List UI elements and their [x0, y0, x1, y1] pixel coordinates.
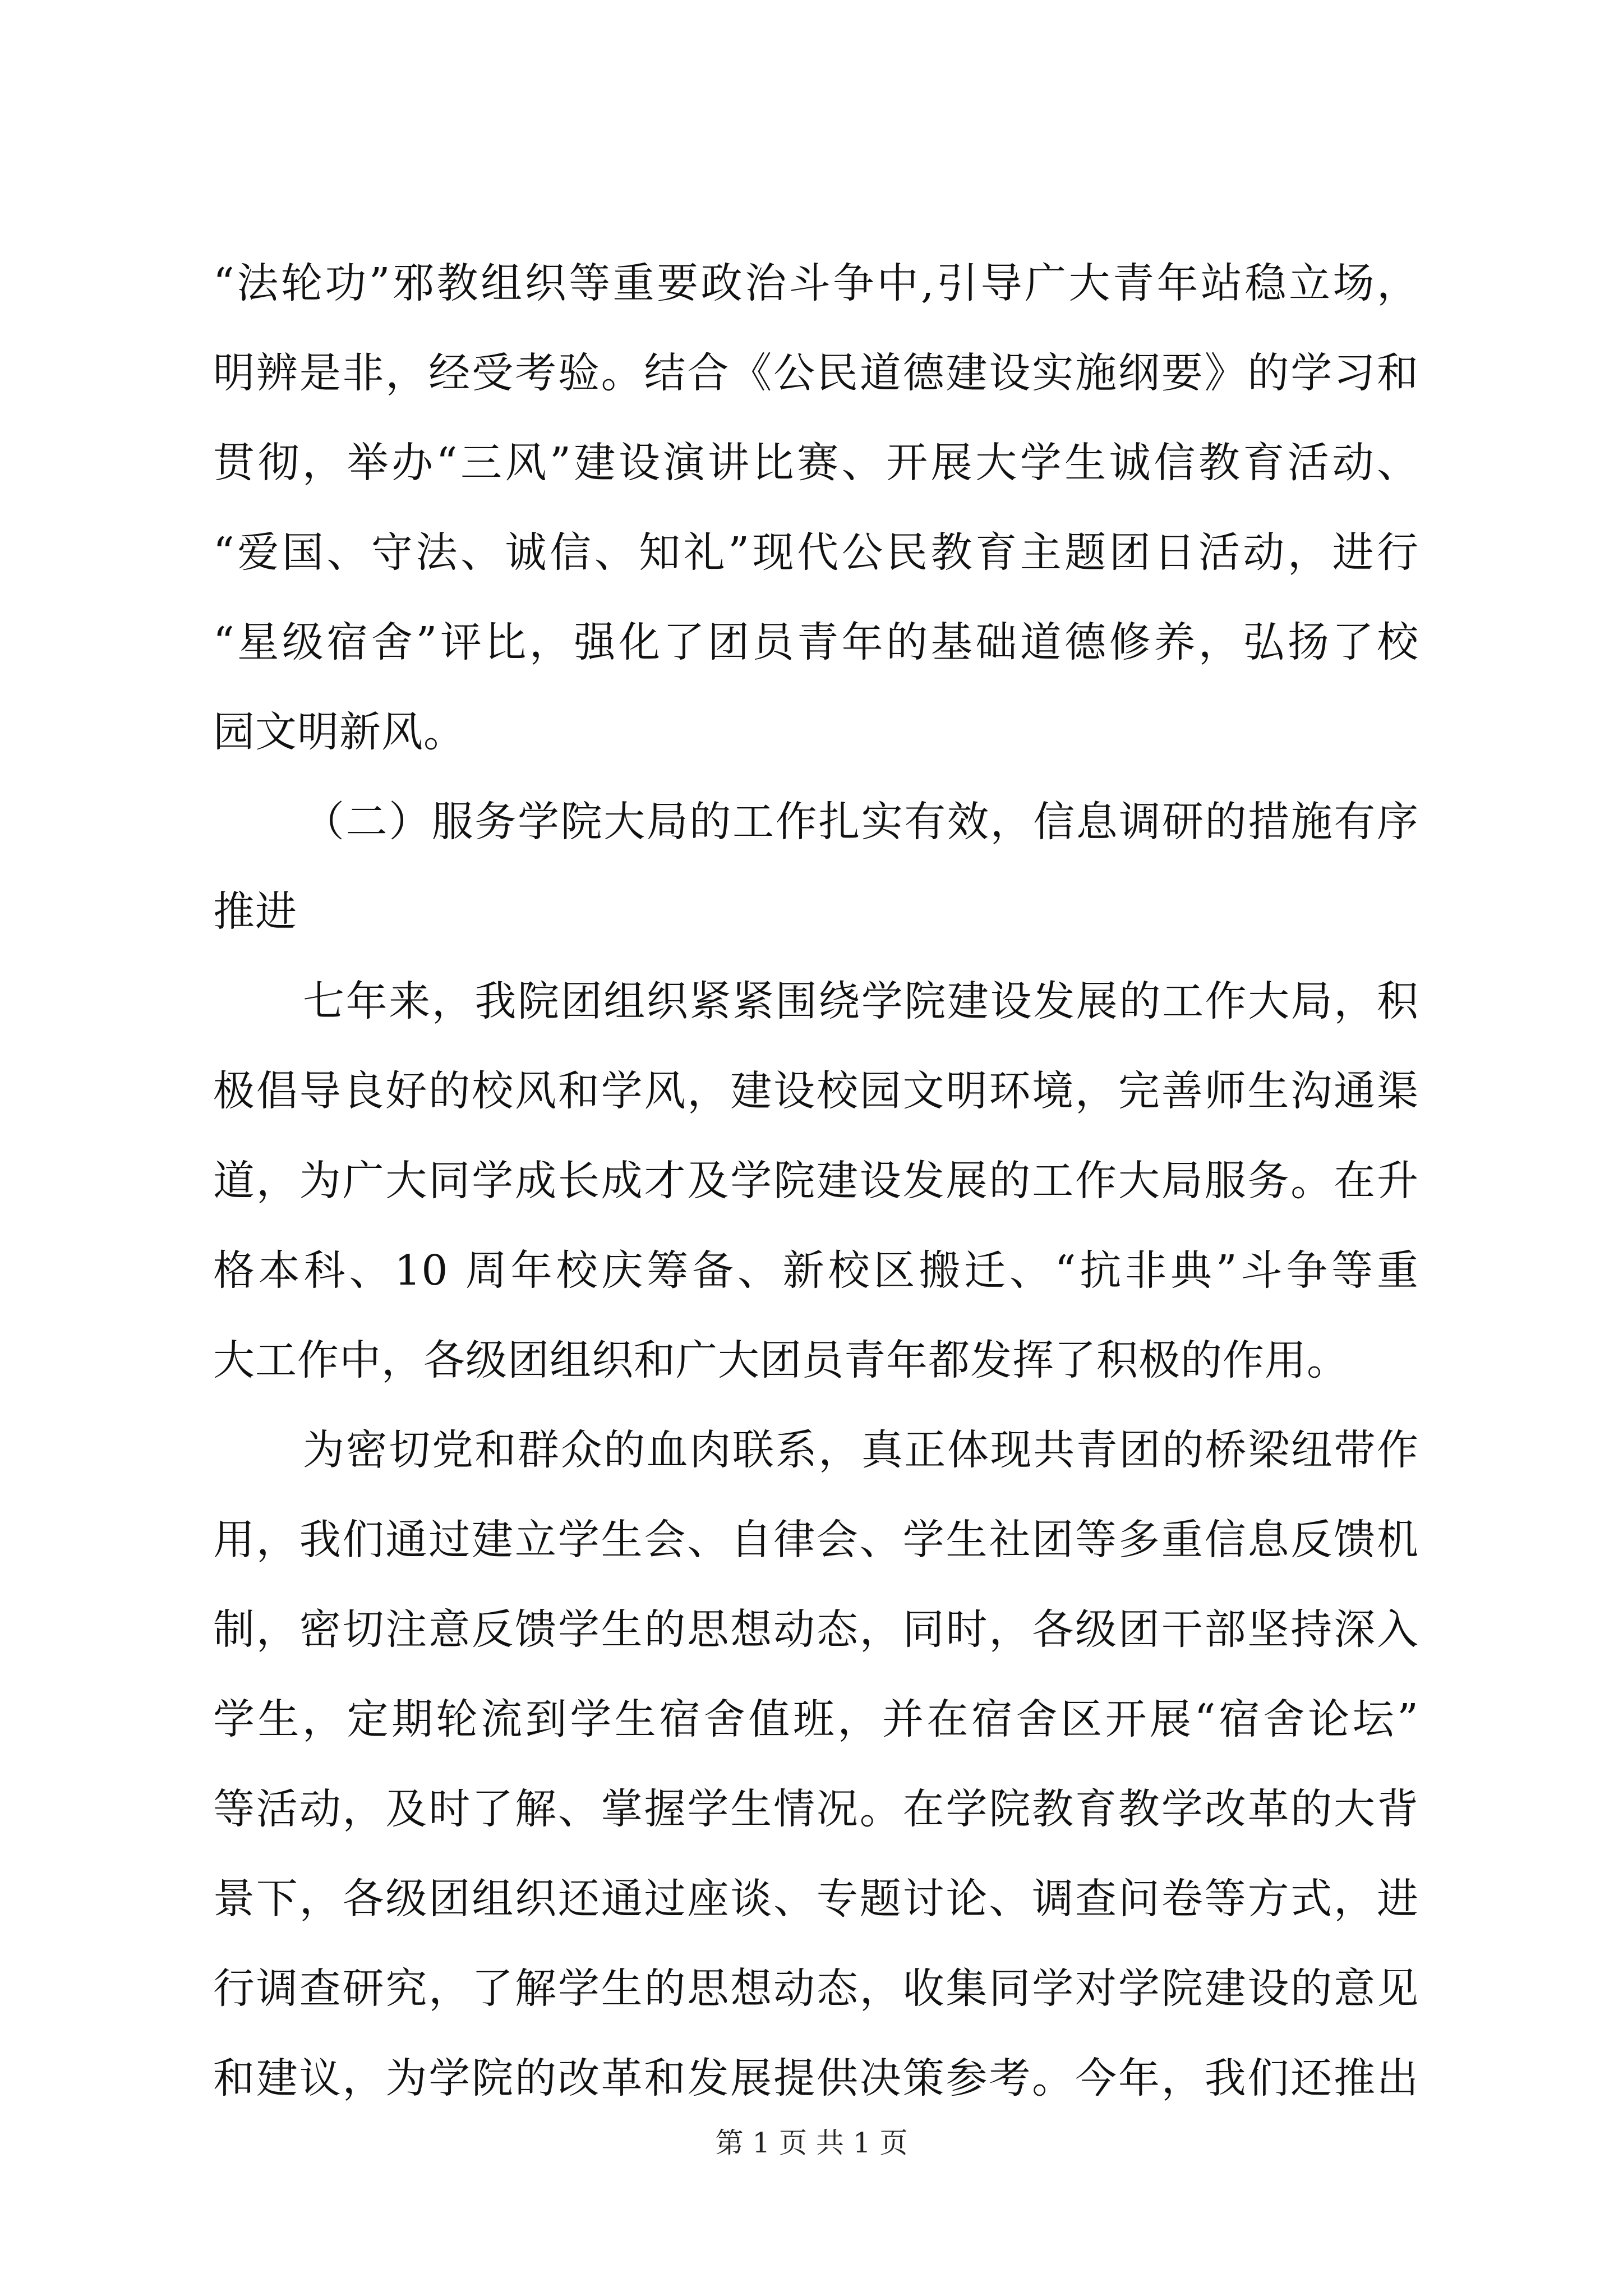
- body-line: 道，为广大同学成长成才及学院建设发展的工作大局服务。在升: [213, 1157, 1419, 1205]
- body-line: 用，我们通过建立学生会、自律会、学生社团等多重信息反馈机: [213, 1516, 1419, 1564]
- body-line: 大工作中，各级团组织和广大团员青年都发挥了积极的作用。: [213, 1336, 1349, 1384]
- section-heading-continuation: 推进: [213, 887, 297, 936]
- body-line: 格本科、10 周年校庆筹备、新校区搬迁、“抗非典”斗争等重: [213, 1246, 1419, 1295]
- body-line: 景下，各级团组织还通过座谈、专题讨论、调查问卷等方式，进: [213, 1875, 1419, 1923]
- body-line: 制，密切注意反馈学生的思想动态，同时，各级团干部坚持深入: [213, 1605, 1419, 1654]
- body-line: 明辨是非，经受考验。结合《公民道德建设实施纲要》的学习和: [213, 349, 1419, 397]
- body-line: 和建议，为学院的改革和发展提供决策参考。今年，我们还推出: [213, 2054, 1419, 2102]
- body-line: 贯彻，举办“三风”建设演讲比赛、开展大学生诚信教育活动、: [213, 439, 1419, 487]
- body-line: 等活动，及时了解、掌握学生情况。在学院教育教学改革的大背: [213, 1785, 1419, 1833]
- section-heading: （二）服务学院大局的工作扎实有效，信息调研的措施有序: [303, 798, 1419, 846]
- body-line-hidden-guard: [213, 1980, 1419, 2047]
- paragraph-first-line: 为密切党和群众的血肉联系，真正体现共青团的桥梁纽带作: [303, 1426, 1419, 1474]
- body-line: 园文明新风。: [213, 708, 465, 756]
- body-line: 学生，定期轮流到学生宿舍值班，并在宿舍区开展“宿舍论坛”: [213, 1695, 1419, 1743]
- page-footer: 第 1 页 共 1 页: [715, 2127, 908, 2159]
- body-line: 极倡导良好的校风和学风，建设校园文明环境，完善师生沟通渠: [213, 1067, 1419, 1115]
- body-line: 行调查研究，了解学生的思想动态，收集同学对学院建设的意见: [213, 1964, 1419, 2013]
- paragraph-first-line: 七年来，我院团组织紧紧围绕学院建设发展的工作大局，积: [303, 977, 1419, 1025]
- body-line: “爱国、守法、诚信、知礼”现代公民教育主题团日活动，进行: [213, 528, 1419, 577]
- body-line: “法轮功”邪教组织等重要政治斗争中,引导广大青年站稳立场，: [213, 259, 1419, 307]
- body-line: “星级宿舍”评比，强化了团员青年的基础道德修养，弘扬了校: [213, 618, 1419, 666]
